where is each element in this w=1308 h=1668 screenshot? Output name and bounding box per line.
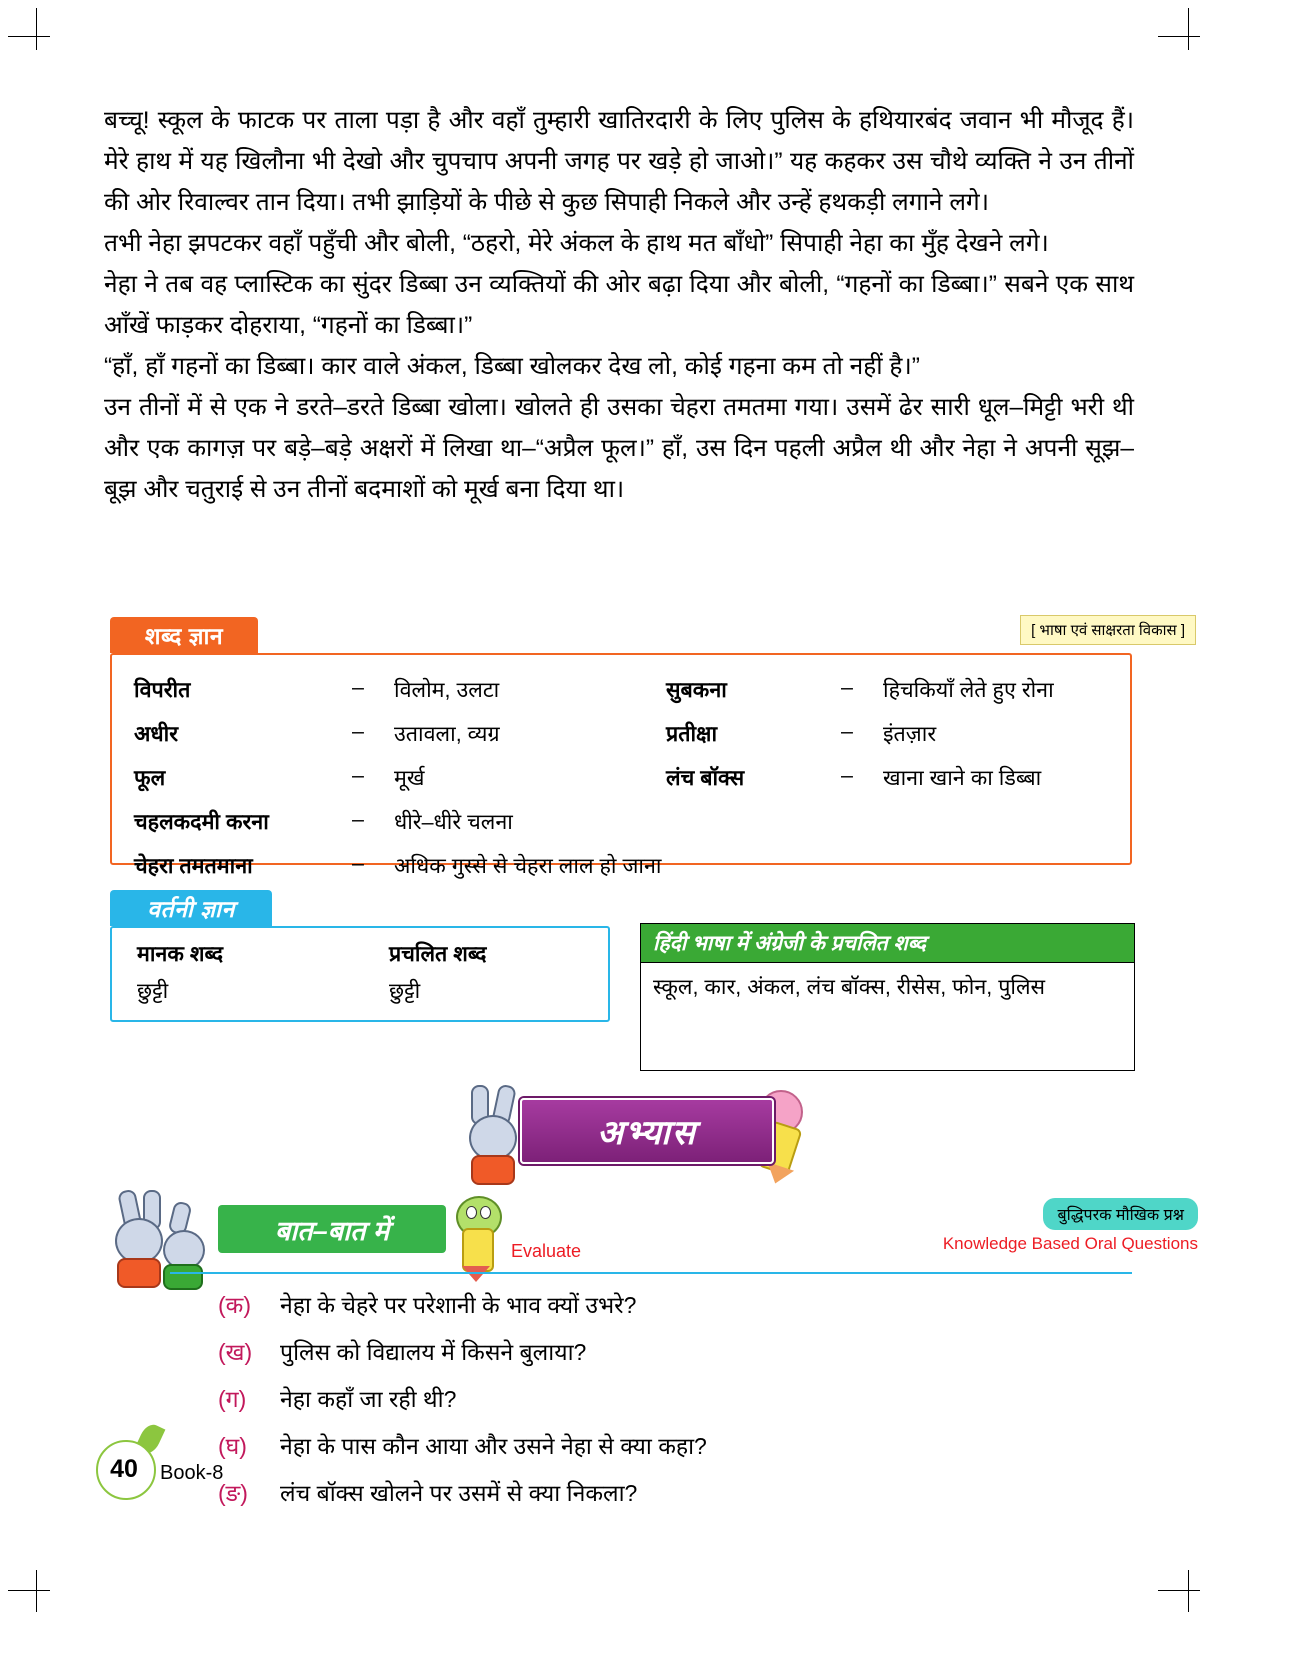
table-header-row <box>136 938 596 974</box>
question-text: पुलिस को विद्यालय में किसने बुलाया? <box>280 1339 587 1365</box>
vocab-dash-1: – <box>352 675 364 699</box>
question-text: नेहा के चेहरे पर परेशानी के भाव क्यों उभरे? <box>280 1292 637 1318</box>
vocab-dash-2: – <box>841 763 853 787</box>
crop-mark-top-left-h <box>8 36 50 37</box>
vocab-dash-2: – <box>841 675 853 699</box>
list-item <box>218 1476 1118 1508</box>
evaluate-label: Evaluate <box>511 1241 582 1261</box>
story-paragraph-5: उन तीनों में से एक ने डरते–डरते डिब्बा खोला। खोलते ही उसका चेहरा तमतमा गया। उसमें ढेर सारी धूल–मिट्टी भरी थी और एक कागज़ पर बड़े–बड़े अक्षरों में लिखा था–“अप्रैल फूल।” हाँ, उस दिन पहली अप्रैल थी और नेहा ने अपनी सूझ–बूझ और चतुराई से उन तीनों बदमाशों को मूर्ख बना दिया था। <box>104 394 1134 503</box>
vocab-dash-2 <box>841 800 883 844</box>
story-paragraph-3: नेहा ने तब वह प्लास्टिक का सुंदर डिब्बा उन व्यक्तियों की ओर बढ़ा दिया और बोली, “गहनों का डिब्बा।” सबने एक साथ आँखें फाड़कर दोहराया, “गहनों का डिब्बा।” <box>104 271 1134 339</box>
crop-mark-bottom-left-v <box>36 1570 37 1612</box>
vocab-dash-2 <box>841 844 883 888</box>
story-paragraph-4: “हाँ, हाँ गहनों का डिब्बा। कार वाले अंकल, डिब्बा खोलकर देख लो, कोई गहना कम तो नहीं है।” <box>104 353 920 380</box>
question-text: लंच बॉक्स खोलने पर उसमें से क्या निकला? <box>280 1480 638 1506</box>
crop-mark-bottom-right-v <box>1188 1570 1189 1612</box>
common-word: छुट्टी <box>389 979 421 1003</box>
table-row <box>134 712 1124 756</box>
crop-mark-bottom-right-h <box>1158 1590 1200 1591</box>
crop-mark-bottom-left-h <box>8 1590 50 1591</box>
baat-baat-mein-banner: बात–बात में <box>218 1205 446 1253</box>
vocab-word-2 <box>666 800 841 844</box>
question-marker: (घ) <box>218 1433 247 1459</box>
english-words-list: स्कूल, कार, अंकल, लंच बॉक्स, रीसेस, फोन, पुलिस <box>640 963 1135 1071</box>
table-row <box>134 668 1124 712</box>
vocab-word-1: चेहरा तमतमाना <box>134 854 253 878</box>
vocab-meaning-1: मूर्ख <box>394 766 425 790</box>
rabbit-mascot-left <box>105 1190 215 1300</box>
vocab-meaning-1: धीरे–धीरे चलना <box>394 810 513 834</box>
book-label: Book-8 <box>160 1462 224 1484</box>
vocab-meaning-1: उतावला, व्यग्र <box>394 722 500 746</box>
vocab-dash-1: – <box>352 763 364 787</box>
page-number: 40 <box>110 1455 138 1483</box>
vocab-meaning-1: अधिक गुस्से से चेहरा लाल हो जाना <box>394 854 662 878</box>
table-row <box>136 974 596 1006</box>
list-item <box>218 1288 1118 1320</box>
table-row <box>134 756 1124 800</box>
list-item <box>218 1335 1118 1367</box>
question-marker: (ङ) <box>218 1480 248 1506</box>
question-text: नेहा कहाँ जा रही थी? <box>280 1386 457 1412</box>
vocab-word-1: चहलकदमी करना <box>134 810 269 834</box>
vocab-meaning-1: विलोम, उलटा <box>394 678 500 702</box>
vocabulary-table <box>134 668 1124 888</box>
vocab-dash-2: – <box>841 719 853 743</box>
vocab-word-1: अधीर <box>134 722 179 746</box>
list-item <box>218 1429 1118 1461</box>
vocab-meaning-2: खाना खाने का डिब्बा <box>883 766 1042 790</box>
crop-mark-top-left-v <box>36 8 37 50</box>
standard-word: छुट्टी <box>137 979 169 1003</box>
story-paragraph-1: बच्चू! स्कूल के फाटक पर ताला पड़ा है और वहाँ तुम्हारी खातिरदारी के लिए पुलिस के हथियारबंद जवान भी मौजूद हैं। मेरे हाथ में यह खिलौना भी देखो और चुपचाप अपनी जगह पर खड़े हो जाओ।” यह कहकर उस चौथे व्यक्ति ने उन तीनों की ओर रिवाल्वर तान दिया। तभी झाड़ियों के पीछे से कुछ सिपाही निकले और उन्हें हथकड़ी लगाने लगे। <box>104 107 1134 216</box>
section-divider <box>170 1272 1132 1274</box>
question-marker: (ख) <box>218 1339 253 1365</box>
abhyas-banner: अभ्यास <box>520 1098 774 1164</box>
vartani-gyan-tab: वर्तनी ज्ञान <box>110 890 272 926</box>
question-marker: (ग) <box>218 1386 247 1412</box>
english-words-heading: हिंदी भाषा में अंग्रेजी के प्रचलित शब्द <box>640 923 1135 963</box>
spelling-table <box>136 938 596 1006</box>
question-text: नेहा के पास कौन आया और उसने नेहा से क्या कहा? <box>280 1433 707 1459</box>
list-item <box>218 1382 1118 1414</box>
vocab-word-2 <box>666 844 841 888</box>
vocab-meaning-2: हिचकियाँ लेते हुए रोना <box>883 678 1054 702</box>
vocab-meaning-2 <box>883 844 1124 888</box>
vocab-dash-1: – <box>352 719 364 743</box>
vocab-word-2: सुबकना <box>666 678 727 702</box>
vocab-meaning-2 <box>883 800 1124 844</box>
vocab-dash-1: – <box>352 851 364 875</box>
vocab-word-2: लंच बॉक्स <box>666 766 745 790</box>
crop-mark-top-right-v <box>1188 8 1189 50</box>
knowledge-badge-english: Knowledge Based Oral Questions <box>942 1234 1198 1253</box>
vocab-word-2: प्रतीक्षा <box>666 722 718 746</box>
question-marker: (क) <box>218 1292 251 1318</box>
crop-mark-top-right-h <box>1158 36 1200 37</box>
vocab-word-1: विपरीत <box>134 678 191 702</box>
story-body <box>104 100 1134 510</box>
vocab-word-1: फूल <box>134 766 166 790</box>
vocab-dash-1: – <box>352 807 364 831</box>
oral-questions-list <box>218 1288 1118 1523</box>
table-row <box>134 800 1124 844</box>
knowledge-badge-hindi: बुद्धिपरक मौखिक प्रश्न <box>1043 1198 1198 1230</box>
vocab-meaning-2: इंतज़ार <box>883 722 937 746</box>
column-header-standard: मानक शब्द <box>137 942 224 966</box>
language-literacy-badge: [ भाषा एवं साक्षरता विकास ] <box>1020 615 1196 645</box>
table-row <box>134 844 1124 888</box>
story-paragraph-2: तभी नेहा झपटकर वहाँ पहुँची और बोली, “ठहरो, मेरे अंकल के हाथ मत बाँधो” सिपाही नेहा का मुँह देखने लगे। <box>104 230 1049 257</box>
shabd-gyan-tab: शब्द ज्ञान <box>110 617 258 653</box>
column-header-common: प्रचलित शब्द <box>389 942 487 966</box>
